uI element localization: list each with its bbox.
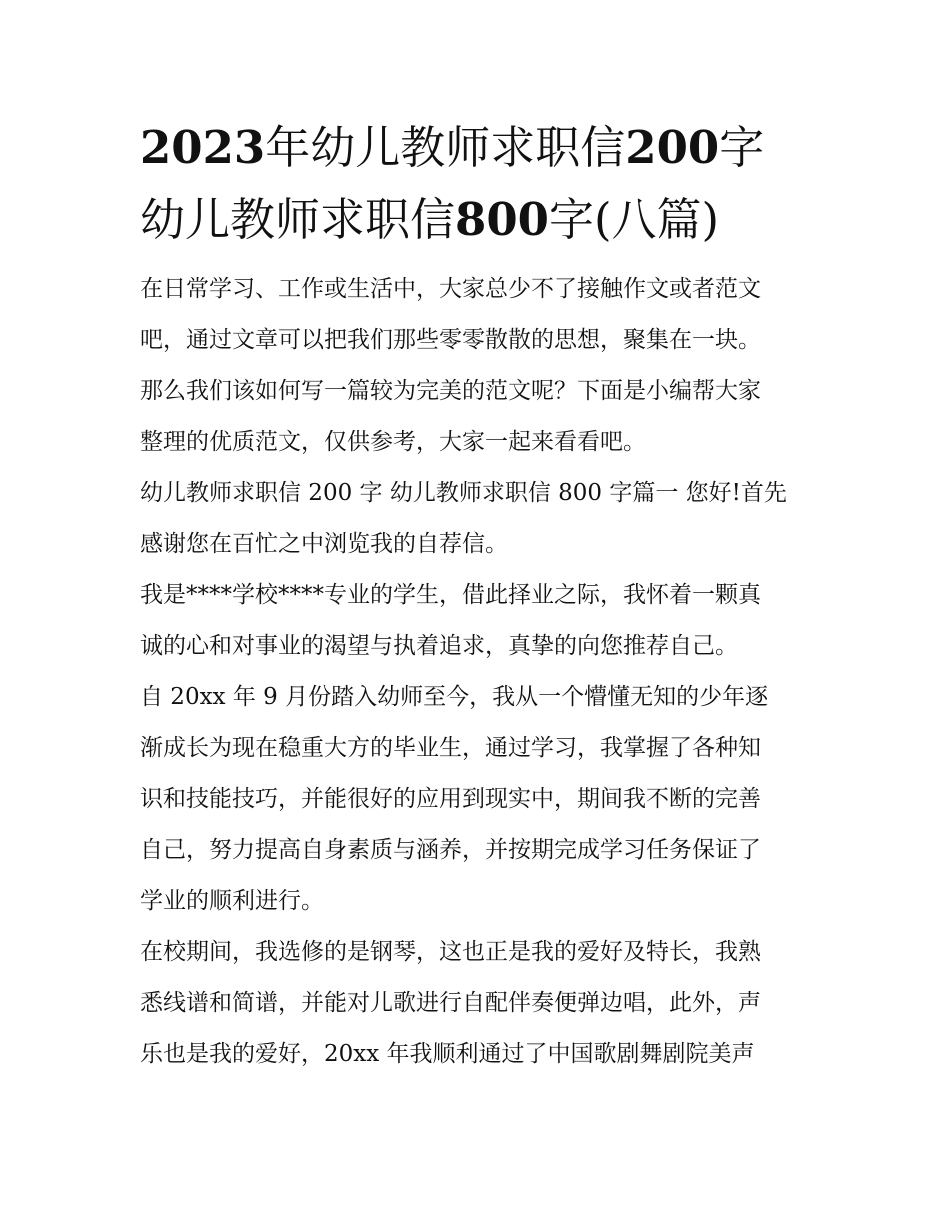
text-line: 识和技能技巧，并能很好的应用到现实中，期间我不断的完善 [140, 786, 761, 812]
text-line: 感谢您在百忙之中浏览我的自荐信。 [140, 531, 508, 557]
title-line-1 [140, 112, 815, 184]
text-line: 吧，通过文章可以把我们那些零零散散的思想，聚集在一块。 [140, 327, 761, 353]
title-text-1: 年幼儿教师求职信 [265, 121, 626, 174]
text-line: 在日常学习、工作或生活中，大家总少不了接触作文或者范文 [140, 276, 761, 302]
text-line: 在校期间，我选修的是钢琴，这也正是我的爱好及特长，我熟 [140, 939, 761, 965]
paragraph-self-introduction [140, 570, 815, 672]
title-line-2 [140, 184, 815, 256]
paragraph-greeting [140, 468, 815, 570]
text-line: 渐成长为现在稳重大方的毕业生，通过学习，我掌握了各种知 [140, 735, 761, 761]
text-line: 那么我们该如何写一篇较为完美的范文呢？下面是小编帮大家 [140, 378, 761, 404]
text-line: 学业的顺利进行。 [140, 888, 324, 914]
text-line: 幼儿教师求职信 200 字 幼儿教师求职信 800 字篇一 您好!首先 [140, 480, 787, 506]
text-line: 诚的心和对事业的渴望与执着追求，真挚的向您推荐自己。 [140, 633, 738, 659]
title-year: 2023 [140, 121, 266, 174]
paragraph-intro [140, 264, 815, 468]
paragraph-study-experience [140, 672, 815, 927]
title-number-800: 800 [455, 193, 549, 246]
title-text-4: 字(八篇) [548, 193, 720, 246]
text-line: 我是****学校****专业的学生，借此择业之际，我怀着一颗真 [140, 582, 761, 608]
document-title [140, 112, 815, 256]
title-text-2: 字 [719, 121, 765, 174]
title-text-3: 幼儿教师求职信 [140, 193, 456, 246]
text-line: 自己，努力提高自身素质与涵养，并按期完成学习任务保证了 [140, 837, 761, 863]
paragraph-skills [140, 927, 815, 1080]
document-content [140, 112, 815, 1080]
text-line: 悉线谱和简谱，并能对儿歌进行自配伴奏便弹边唱，此外，声 [140, 990, 761, 1016]
text-line: 乐也是我的爱好，20xx 年我顺利通过了中国歌剧舞剧院美声 [140, 1041, 755, 1067]
text-line: 整理的优质范文，仅供参考，大家一起来看看吧。 [140, 429, 646, 455]
title-number-200: 200 [625, 121, 720, 174]
text-line: 自 20xx 年 9 月份踏入幼师至今，我从一个懵懂无知的少年逐 [140, 684, 769, 710]
